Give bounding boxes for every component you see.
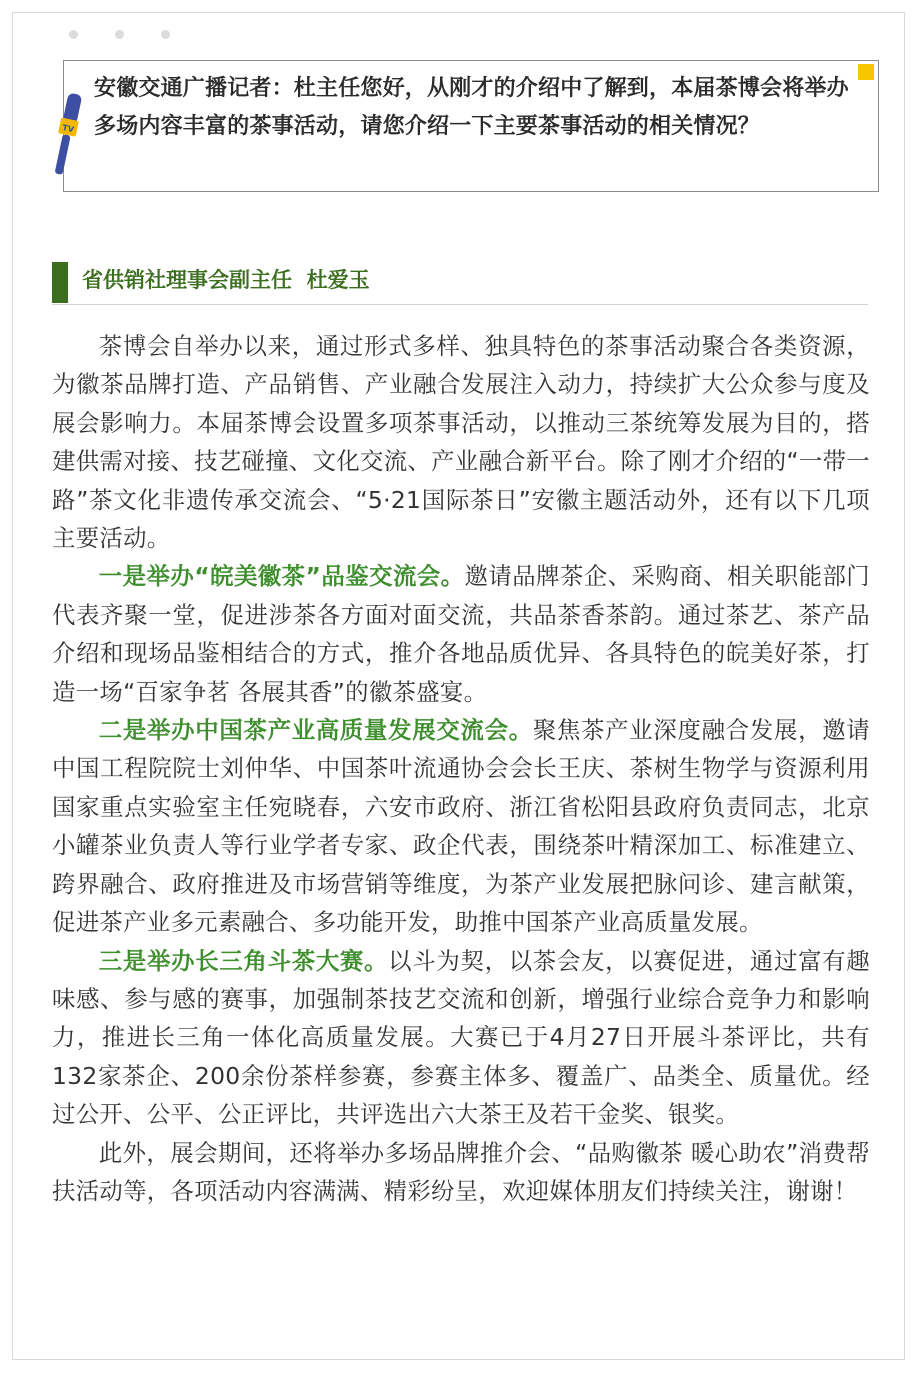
microphone-icon [50, 89, 84, 179]
paragraph-activity-1 [52, 557, 870, 711]
paragraph-activity-2 [52, 711, 870, 941]
paragraph-closing: 此外，展会期间，还将举办多场品牌推介会、“品购徽茶 暖心助农”消费帮扶活动等，各项活动内容满满、精彩纷呈，欢迎媒体朋友们持续关注，谢谢！ [52, 1138, 870, 1205]
activity-3-heading: 三是举办长三角斗茶大赛。 [98, 946, 389, 975]
paragraph-intro: 茶博会自举办以来，通过形式多样、独具特色的茶事活动聚合各类资源，为徽茶品牌打造、产品销售、产业融合发展注入动力，持续扩大公众参与度及展会影响力。本届茶博会设置多项茶事活动，以推动三茶统筹发展为目的，搭建供需对接、技艺碰撞、文化交流、产业融合新平台。除了刚才介绍的“一带一路”茶文化非遗传承交流会、“5·21国际茶日”安徽主题活动外，还有以下几项主要活动。 [52, 332, 870, 553]
article-body [52, 327, 870, 1210]
speaker-bar [52, 262, 68, 303]
speaker-heading [52, 262, 868, 305]
activity-3-text: 以斗为契，以茶会友，以赛促进，通过富有趣味感、参与感的赛事，加强制茶技艺交流和创新，增强行业综合竞争力和影响力，推进长三角一体化高质量发展。大赛已于4月27日开展斗茶评比，共有132家茶企、200余份茶样参赛，参赛主体多、覆盖广、品类全、质量优。经过公开、公平、公正评比，共评选出六大茶王及若干金奖、银奖。 [52, 946, 870, 1129]
dot-icon [161, 30, 170, 39]
paragraph-activity-3 [52, 942, 870, 1134]
speaker-name: 省供销社理事会副主任 杜爱玉 [82, 268, 370, 292]
activity-1-text: 邀请品牌茶企、采购商、相关职能部门代表齐聚一堂，促进涉茶各方面对面交流，共品茶香茶韵。通过茶艺、茶产品介绍和现场品鉴相结合的方式，推介各地品质优异、各具特色的皖美好茶，打造一场“百家争茗 各展其香”的徽茶盛宴。 [52, 562, 870, 706]
question-box [63, 60, 879, 192]
activity-2-heading: 二是举办中国茶产业高质量发展交流会。 [98, 716, 533, 745]
activity-2-text: 聚焦茶产业深度融合发展，邀请中国工程院院士刘仲华、中国茶叶流通协会会长王庆、茶树生物学与资源利用国家重点实验室主任宛晓春，六安市政府、浙江省松阳县政府负责同志，北京小罐茶业负责人等行业学者专家、政企代表，围绕茶叶精深加工、标准建立、跨界融合、政府推进及市场营销等维度，为茶产业发展把脉问诊、建言献策，促进茶产业多元素融合、多功能开发，助推中国茶产业高质量发展。 [52, 716, 871, 937]
dot-icon [69, 30, 78, 39]
dot-icon [115, 30, 124, 39]
activity-1-heading: 一是举办“皖美徽茶”品鉴交流会。 [98, 562, 465, 591]
question-text: 安徽交通广播记者：杜主任您好，从刚才的介绍中了解到，本届茶博会将举办多场内容丰富的茶事活动，请您介绍一下主要茶事活动的相关情况？ [94, 76, 849, 139]
mic-badge-text: TV [61, 123, 75, 135]
